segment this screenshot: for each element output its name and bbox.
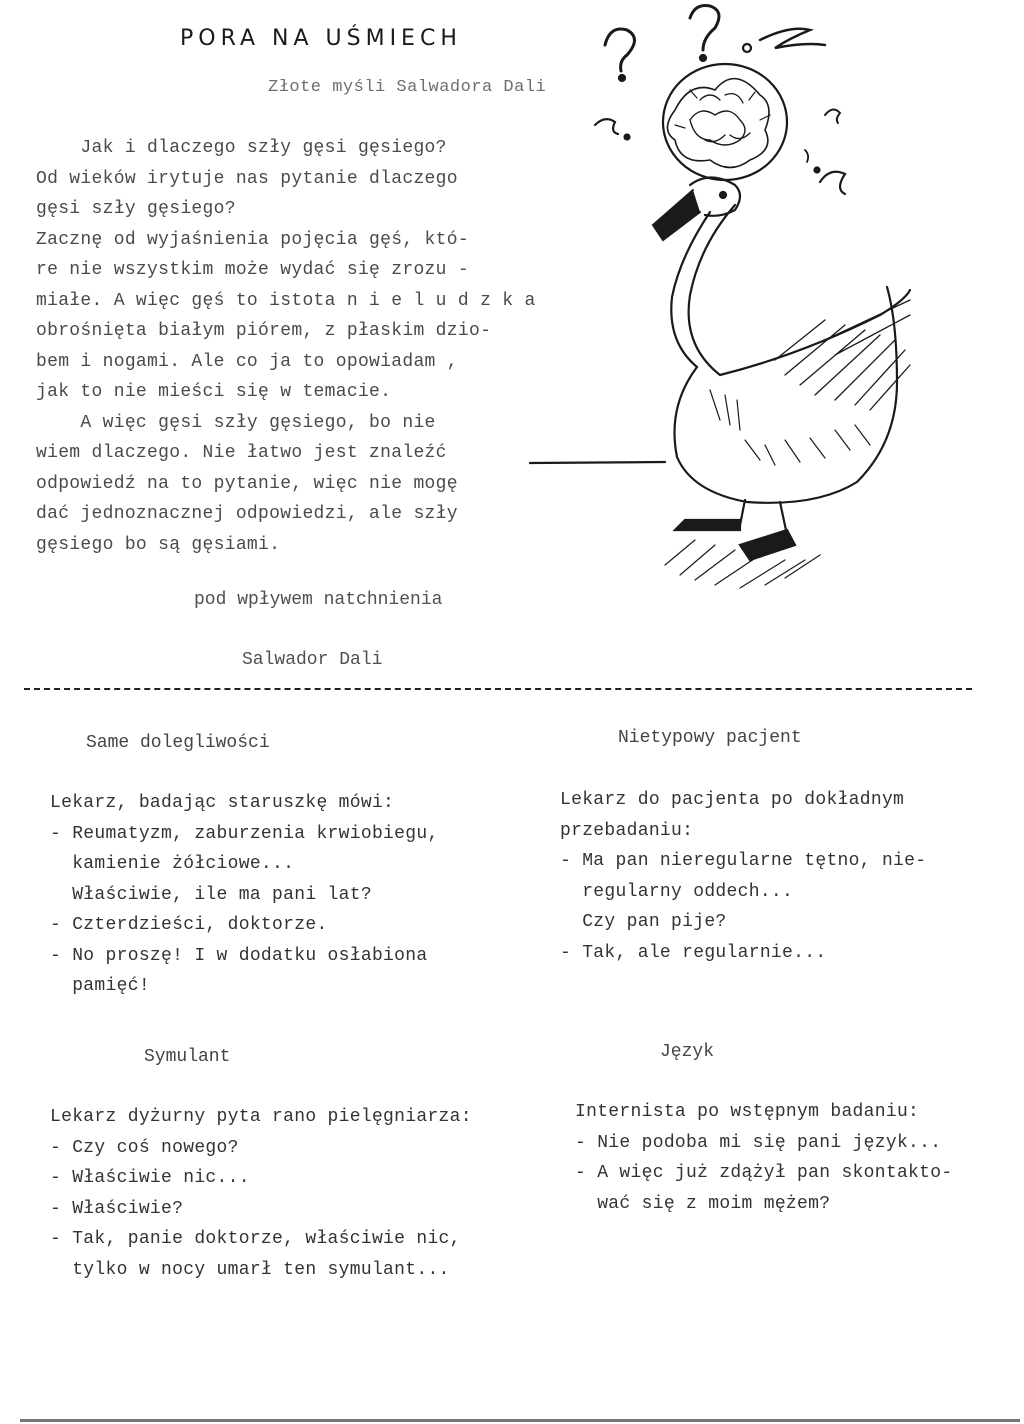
joke-line: przebadaniu: [560, 820, 694, 841]
joke-line: Lekarz do pacjenta po dokładnym [560, 790, 905, 810]
inspiration-note: pod wpływem natchnienia [194, 590, 443, 610]
intro-line: miałe. A więc gęś to istota n i e l u d z k a [36, 290, 536, 311]
joke-line: Lekarz, badając staruszkę mówi: [50, 793, 395, 813]
page-edge [20, 1419, 1020, 1422]
intro-line: wiem dlaczego. Nie łatwo jest znaleźć [36, 443, 447, 463]
joke-body [50, 1102, 472, 1285]
joke-title: Same dolegliwości [86, 733, 270, 753]
joke-line: wać się z moim mężem? [575, 1193, 831, 1214]
joke-body [50, 788, 439, 1002]
intro-line: Zacznę od wyjaśnienia pojęcia gęś, któ- [36, 229, 469, 250]
joke-line: - Czy coś nowego? [50, 1137, 239, 1158]
intro-line: obrośnięta białym piórem, z płaskim dzio- [36, 321, 492, 341]
intro-essay [36, 133, 596, 560]
joke-line: - Czterdzieści, doktorze. [50, 915, 328, 935]
joke-line: - Nie podoba mi się pani język... [575, 1132, 942, 1153]
joke-line: Internista po wstępnym badaniu: [575, 1102, 920, 1122]
intro-line: jak to nie mieści się w temacie. [36, 382, 392, 402]
page-title: PORA NA UŚMIECH [180, 26, 462, 51]
joke-title: Nietypowy pacjent [618, 728, 802, 748]
section-divider [24, 688, 972, 690]
joke-line: Właściwie, ile ma pani lat? [50, 884, 372, 905]
joke-line: - Właściwie? [50, 1198, 184, 1219]
joke-line: tylko w nocy umarł ten symulant... [50, 1259, 450, 1280]
intro-line: dać jednoznacznej odpowiedzi, ale szły [36, 504, 458, 524]
page-subtitle: Złote myśli Salwadora Dali [268, 78, 547, 97]
intro-line: bem i nogami. Ale co ja to opowiadam , [36, 351, 458, 372]
joke-line: - Reumatyzm, zaburzenia krwiobiegu, [50, 823, 439, 844]
joke-line: - No proszę! I w dodatku osłabiona [50, 945, 428, 966]
joke-line: Lekarz dyżurny pyta rano pielęgniarza: [50, 1107, 472, 1127]
joke-line: - Ma pan nieregularne tętno, nie- [560, 851, 927, 871]
joke-body [560, 785, 926, 968]
author-signature: Salwador Dali [242, 650, 383, 670]
joke-line: - A więc już zdążył pan skontakto- [575, 1163, 953, 1183]
goose-with-brain-drawing-icon [525, 0, 995, 600]
joke-body [575, 1097, 952, 1219]
joke-line: pamięć! [50, 976, 150, 996]
intro-line: odpowiedź na to pytanie, więc nie mogę [36, 473, 458, 494]
intro-line: Jak i dlaczego szły gęsi gęsiego? [36, 138, 447, 158]
intro-line: gęsiego bo są gęsiami. [36, 534, 281, 555]
joke-line: - Właściwie nic... [50, 1168, 250, 1188]
joke-line: - Tak, ale regularnie... [560, 942, 827, 963]
joke-line: kamienie żółciowe... [50, 854, 295, 874]
joke-title: Symulant [144, 1047, 231, 1067]
joke-title: Język [660, 1042, 715, 1062]
joke-line: - Tak, panie doktorze, właściwie nic, [50, 1229, 461, 1249]
intro-line: Od wieków irytuje nas pytanie dlaczego [36, 168, 458, 189]
joke-line: Czy pan pije? [560, 912, 727, 932]
intro-line: gęsi szły gęsiego? [36, 199, 236, 219]
intro-line: A więc gęsi szły gęsiego, bo nie [36, 412, 436, 433]
intro-line: re nie wszystkim może wydać się zrozu - [36, 260, 469, 280]
joke-line: regularny oddech... [560, 881, 794, 902]
